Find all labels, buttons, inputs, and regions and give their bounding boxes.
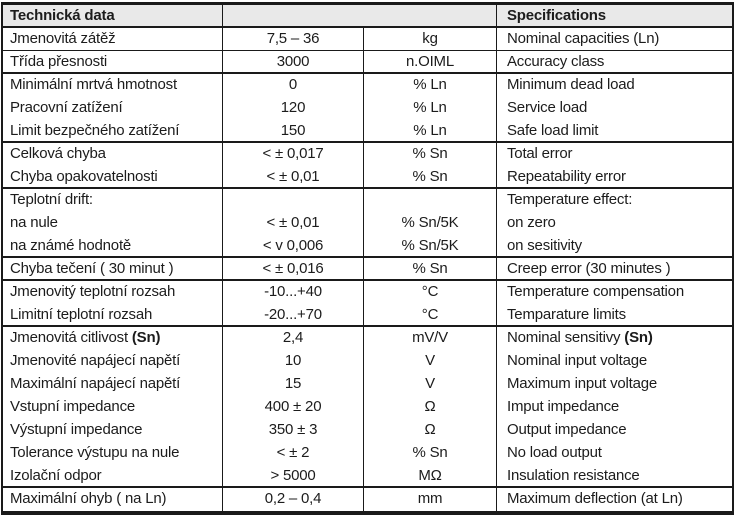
unit-cell: % Ln bbox=[364, 97, 497, 120]
english-label: Insulation resistance bbox=[507, 467, 640, 484]
table-row bbox=[3, 488, 732, 511]
czech-label: Tolerance výstupu na nule bbox=[10, 444, 180, 461]
unit-cell bbox=[364, 189, 497, 212]
czech-label-cell bbox=[3, 465, 223, 486]
czech-label-cell bbox=[3, 488, 223, 511]
english-label: Output impedance bbox=[507, 421, 627, 438]
czech-label-cell bbox=[3, 120, 223, 141]
english-label-cell bbox=[497, 396, 732, 419]
table-row bbox=[3, 442, 732, 465]
english-label-cell bbox=[497, 28, 732, 50]
czech-label-cell bbox=[3, 419, 223, 442]
table-row bbox=[3, 74, 732, 97]
english-label-cell bbox=[497, 419, 732, 442]
english-label: Total error bbox=[507, 145, 573, 162]
czech-label: Celková chyba bbox=[10, 145, 106, 162]
value-cell: 15 bbox=[223, 373, 364, 396]
english-label-cell bbox=[497, 442, 732, 465]
czech-label-cell bbox=[3, 350, 223, 373]
value-cell: < v 0,006 bbox=[223, 235, 364, 256]
value-cell: < ± 0,016 bbox=[223, 258, 364, 279]
english-label-cell bbox=[497, 166, 732, 187]
czech-label: Jmenovité napájecí napětí bbox=[10, 352, 181, 369]
english-label: Temperature compensation bbox=[507, 283, 684, 300]
english-label-cell bbox=[497, 143, 732, 166]
value-cell: 7,5 – 36 bbox=[223, 28, 364, 50]
table-row bbox=[3, 235, 732, 258]
czech-label-cell bbox=[3, 143, 223, 166]
english-label-cell bbox=[497, 235, 732, 256]
unit-cell: Ω bbox=[364, 396, 497, 419]
english-label-cell bbox=[497, 327, 732, 350]
header-unit-cell bbox=[364, 5, 497, 26]
value-cell: < ± 2 bbox=[223, 442, 364, 465]
english-label: Maximum deflection (at Ln) bbox=[507, 490, 683, 507]
header-czech-title: Technická data bbox=[10, 7, 115, 24]
value-cell: 3000 bbox=[223, 51, 364, 72]
english-label: Maximum input voltage bbox=[507, 375, 658, 392]
unit-cell: % Sn bbox=[364, 258, 497, 279]
specifications-table bbox=[1, 2, 734, 515]
value-cell bbox=[223, 189, 364, 212]
czech-label-cell bbox=[3, 28, 223, 50]
czech-label-cell bbox=[3, 51, 223, 72]
table-row bbox=[3, 465, 732, 488]
czech-label: Třída přesnosti bbox=[10, 53, 108, 70]
czech-label-cell bbox=[3, 258, 223, 279]
english-label-cell bbox=[497, 488, 732, 511]
unit-cell: n.OIML bbox=[364, 51, 497, 72]
english-label: Nominal capacities (Ln) bbox=[507, 30, 660, 47]
english-label-cell bbox=[497, 189, 732, 212]
unit-cell: V bbox=[364, 350, 497, 373]
unit-cell: V bbox=[364, 373, 497, 396]
unit-cell: % Sn bbox=[364, 442, 497, 465]
english-label: No load output bbox=[507, 444, 602, 461]
english-label-bold: (Sn) bbox=[624, 329, 653, 346]
value-cell: 400 ± 20 bbox=[223, 396, 364, 419]
table-body bbox=[3, 28, 732, 511]
value-cell: 120 bbox=[223, 97, 364, 120]
unit-cell: % Sn/5K bbox=[364, 235, 497, 256]
czech-label: Pracovní zatížení bbox=[10, 99, 123, 116]
czech-label: Jmenovitá citlivost bbox=[10, 329, 132, 346]
table-row bbox=[3, 419, 732, 442]
unit-cell: mm bbox=[364, 488, 497, 511]
table-row bbox=[3, 304, 732, 327]
czech-label-cell bbox=[3, 212, 223, 235]
english-label-cell bbox=[497, 74, 732, 97]
table-row bbox=[3, 373, 732, 396]
english-label: Minimum dead load bbox=[507, 76, 635, 93]
table-row bbox=[3, 97, 732, 120]
czech-label: Vstupní impedance bbox=[10, 398, 136, 415]
unit-cell: % Ln bbox=[364, 120, 497, 141]
czech-label: Maximální napájecí napětí bbox=[10, 375, 181, 392]
value-cell: < ± 0,01 bbox=[223, 212, 364, 235]
table-row bbox=[3, 189, 732, 212]
czech-label: Výstupní impedance bbox=[10, 421, 143, 438]
english-label: Accuracy class bbox=[507, 53, 605, 70]
czech-label-cell bbox=[3, 235, 223, 256]
value-cell: -10...+40 bbox=[223, 281, 364, 304]
english-label-cell bbox=[497, 373, 732, 396]
table-row bbox=[3, 396, 732, 419]
czech-label-cell bbox=[3, 373, 223, 396]
czech-label: Izolační odpor bbox=[10, 467, 102, 484]
english-label: Imput impedance bbox=[507, 398, 620, 415]
value-cell: 350 ± 3 bbox=[223, 419, 364, 442]
unit-cell: Ω bbox=[364, 419, 497, 442]
header-english-title: Specifications bbox=[507, 7, 606, 24]
table-row bbox=[3, 281, 732, 304]
english-label: Safe load limit bbox=[507, 122, 599, 139]
english-label-cell bbox=[497, 281, 732, 304]
english-label-cell bbox=[497, 97, 732, 120]
czech-label-cell bbox=[3, 189, 223, 212]
czech-label-cell bbox=[3, 327, 223, 350]
unit-cell: °C bbox=[364, 304, 497, 325]
czech-label-cell bbox=[3, 74, 223, 97]
table-row bbox=[3, 51, 732, 74]
value-cell: > 5000 bbox=[223, 465, 364, 486]
english-label-cell bbox=[497, 51, 732, 72]
czech-label: Minimální mrtvá hmotnost bbox=[10, 76, 177, 93]
unit-cell: % Sn/5K bbox=[364, 212, 497, 235]
value-cell: 2,4 bbox=[223, 327, 364, 350]
english-label-cell bbox=[497, 304, 732, 325]
table-row bbox=[3, 120, 732, 143]
value-cell: 150 bbox=[223, 120, 364, 141]
unit-cell: mV/V bbox=[364, 327, 497, 350]
english-label: Temperature effect: bbox=[507, 191, 633, 208]
czech-label-cell bbox=[3, 97, 223, 120]
table-row bbox=[3, 166, 732, 189]
english-label: on zero bbox=[507, 214, 556, 231]
czech-label: na známé hodnotě bbox=[10, 237, 132, 254]
czech-label: Limitní teplotní rozsah bbox=[10, 306, 153, 323]
unit-cell: % Sn bbox=[364, 166, 497, 187]
value-cell: 0 bbox=[223, 74, 364, 97]
czech-label-cell bbox=[3, 166, 223, 187]
czech-label: Chyba opakovatelnosti bbox=[10, 168, 158, 185]
table-header-row bbox=[3, 5, 732, 28]
value-cell: 10 bbox=[223, 350, 364, 373]
czech-label-cell bbox=[3, 396, 223, 419]
english-label: Repeatability error bbox=[507, 168, 626, 185]
english-label: Temparature limits bbox=[507, 306, 626, 323]
czech-label-cell bbox=[3, 304, 223, 325]
unit-cell: MΩ bbox=[364, 465, 497, 486]
czech-label: Maximální ohyb ( na Ln) bbox=[10, 490, 167, 507]
english-label: Nominal input voltage bbox=[507, 352, 648, 369]
czech-label: Teplotní drift: bbox=[10, 191, 93, 208]
value-cell: < ± 0,017 bbox=[223, 143, 364, 166]
unit-cell: % Ln bbox=[364, 74, 497, 97]
czech-label: Jmenovitý teplotní rozsah bbox=[10, 283, 176, 300]
value-cell: -20...+70 bbox=[223, 304, 364, 325]
header-czech-cell bbox=[3, 5, 223, 26]
english-label-cell bbox=[497, 350, 732, 373]
english-label-cell bbox=[497, 465, 732, 486]
value-cell: 0,2 – 0,4 bbox=[223, 488, 364, 511]
english-label-cell bbox=[497, 120, 732, 141]
header-english-cell bbox=[497, 5, 732, 26]
czech-label: na nule bbox=[10, 214, 58, 231]
table-row bbox=[3, 212, 732, 235]
english-label: Nominal sensitivy bbox=[507, 329, 625, 346]
table-row bbox=[3, 350, 732, 373]
czech-label: Jmenovitá zátěž bbox=[10, 30, 116, 47]
czech-label-bold: (Sn) bbox=[131, 329, 161, 346]
table-row bbox=[3, 327, 732, 350]
value-cell: < ± 0,01 bbox=[223, 166, 364, 187]
english-label-cell bbox=[497, 258, 732, 279]
unit-cell: % Sn bbox=[364, 143, 497, 166]
english-label: Creep error (30 minutes ) bbox=[507, 260, 671, 277]
table-row bbox=[3, 143, 732, 166]
table-row bbox=[3, 28, 732, 51]
header-value-cell bbox=[223, 5, 364, 26]
table-row bbox=[3, 258, 732, 281]
unit-cell: °C bbox=[364, 281, 497, 304]
unit-cell: kg bbox=[364, 28, 497, 50]
czech-label: Limit bezpečného zatížení bbox=[10, 122, 180, 139]
english-label-cell bbox=[497, 212, 732, 235]
czech-label: Chyba tečení ( 30 minut ) bbox=[10, 260, 174, 277]
czech-label-cell bbox=[3, 442, 223, 465]
english-label: on sesitivity bbox=[507, 237, 582, 254]
english-label: Service load bbox=[507, 99, 588, 116]
czech-label-cell bbox=[3, 281, 223, 304]
